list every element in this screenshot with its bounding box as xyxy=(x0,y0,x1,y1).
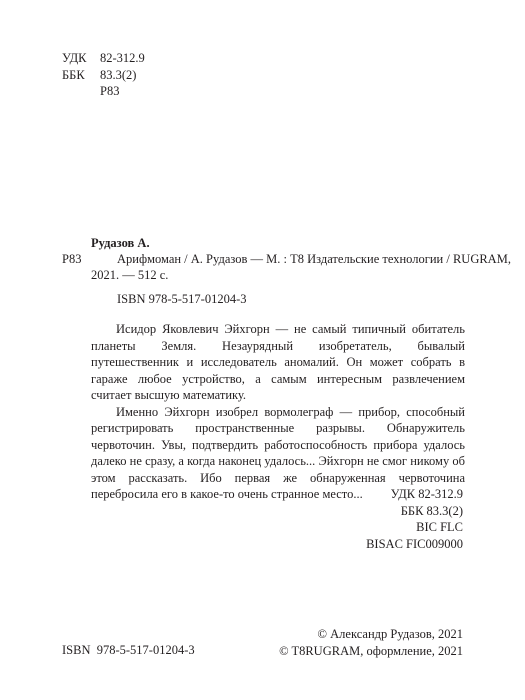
bic-code: BIC FLC xyxy=(416,520,463,534)
bbk-row xyxy=(62,67,145,84)
author-sign-row xyxy=(62,83,145,100)
udc-bottom: УДК 82-312.9 xyxy=(390,487,463,501)
annotation-paragraph-1: Исидор Яковлевич Эйхгорн — не самый типичный обитатель планеты Земля. Незаурядный изобретатель, бывалый путешественник и исследователь аномалий. Он может собрать в гараже любое устройство, а самым интересным развлечением считает высшую математику. xyxy=(91,322,465,402)
copyright-design: © T8RUGRAM, оформление, 2021 xyxy=(279,643,463,658)
copyright-block xyxy=(279,626,463,659)
annotation-paragraph-2: Именно Эйхгорн изобрел вормолеграф — прибор, способный регистрировать пространственные разрывы. Обнаружитель червоточин. Увы, подтвердить работоспособность прибора удалось далеко не сразу, а когда наконец удалось... Эйхгорн не смог никому об этом рассказать. Ибо первая же обнаруженная червоточина перебросила его в какое-то очень странное место... xyxy=(91,404,465,501)
bbk-bottom: ББК 83.3(2) xyxy=(400,503,463,518)
isbn-entry: ISBN 978-5-517-01204-3 xyxy=(117,292,247,306)
udc-value: 82-312.9 xyxy=(100,51,145,65)
copyright-author: © Александр Рудазов, 2021 xyxy=(317,627,463,641)
isbn-footer: ISBN 978-5-517-01204-3 xyxy=(62,643,195,657)
bibliographic-line-2: 2021. — 512 с. xyxy=(91,268,169,282)
author-sign-top: Р83 xyxy=(100,84,120,98)
classification-top xyxy=(62,50,145,100)
bbk-label: ББК xyxy=(62,67,85,82)
author-sign-label xyxy=(62,83,100,100)
annotation xyxy=(91,321,465,503)
bibliographic-line-1: Арифмоман / А. Рудазов — М. : Т8 Издательские технологии / RUGRAM, xyxy=(117,252,511,266)
author-sign: Р83 xyxy=(62,252,82,266)
bisac-code: BISAC FIC009000 xyxy=(366,536,463,551)
bbk-value: 83.3(2) xyxy=(100,67,137,82)
author-name: Рудазов А. xyxy=(91,236,150,250)
udc-label: УДК xyxy=(62,51,87,65)
classification-bottom xyxy=(366,486,463,552)
udc-row xyxy=(62,50,145,67)
